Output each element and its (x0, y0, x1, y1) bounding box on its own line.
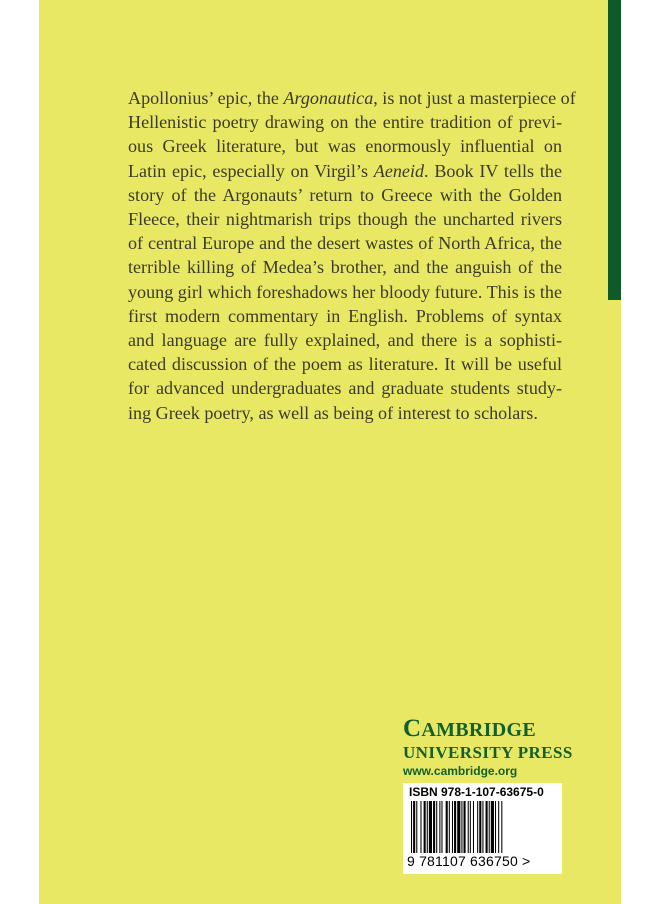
blurb-line: terrible killing of Medea’s brother, and the anguish of the (128, 257, 562, 278)
barcode-bar (449, 801, 450, 853)
barcode-bar (457, 801, 460, 853)
blurb-line: for advanced undergraduates and graduate students study- (128, 378, 562, 399)
blurb-line: young girl which foreshadows her bloody future. This is the (128, 281, 562, 302)
barcode-bar (436, 801, 437, 853)
barcode-bar (495, 801, 496, 853)
barcode-digits: 9 781107 636750 > (407, 853, 531, 869)
barcode-bar (427, 801, 428, 853)
spine-accent-bar (608, 0, 621, 300)
barcode-bar (424, 801, 426, 853)
isbn-label: ISBN 978-1-107-63675-0 (409, 785, 544, 799)
barcode-bar (468, 801, 469, 853)
aeneid-italic: Aeneid (373, 160, 425, 181)
blurb-line: cated discussion of the poem as literature. It will be useful (128, 354, 562, 375)
barcode-bar (473, 801, 474, 853)
barcode-bar (489, 801, 490, 853)
barcode-bar (420, 801, 421, 853)
barcode-bar (433, 801, 435, 853)
barcode-bar (464, 801, 466, 853)
barcode-bar (498, 801, 499, 853)
blurb-line: Apollonius’ epic, the Argonautica, is not just a masterpiece of (128, 88, 576, 108)
barcode-panel (403, 783, 562, 874)
barcode-bar (429, 801, 432, 853)
barcode-bar (491, 801, 494, 853)
publisher-logo (403, 715, 573, 780)
barcode-bar (482, 801, 483, 853)
barcode-bars (409, 801, 555, 853)
barcode-bar (461, 801, 462, 853)
blurb-line: ous Greek literature, but was enormously influential on (128, 136, 562, 157)
blurb-line: Fleece, their nightmarish trips though the uncharted rivers (128, 209, 562, 230)
book-description (128, 86, 576, 425)
blurb-line: Hellenistic poetry drawing on the entire tradition of previ- (128, 112, 562, 133)
blurb-line: Latin epic, especially on Virgil’s Aeneid. Book IV tells the (128, 160, 562, 181)
blurb-line: and language are fully explained, and there is a sophisti- (128, 330, 562, 351)
barcode-bar (441, 801, 442, 853)
barcode-bar (486, 801, 488, 853)
blurb-line: ing Greek poetry, as well as being of interest to scholars. (128, 402, 538, 423)
barcode-bar (470, 801, 471, 853)
barcode-bar (479, 801, 481, 853)
blurb-line: story of the Argonauts’ return to Greece with the Golden (128, 184, 562, 205)
publisher-url: www.cambridge.org (403, 764, 518, 778)
barcode-bar (446, 801, 448, 853)
barcode-bar (439, 801, 440, 853)
barcode-bar (452, 801, 453, 853)
book-title-italic: Argonautica (283, 88, 374, 108)
publisher-name: CAMBRIDGE (403, 715, 536, 742)
barcode-bar (416, 801, 417, 853)
publisher-subtitle: UNIVERSITY PRESS (403, 743, 573, 762)
blurb-line: of central Europe and the desert wastes of North Africa, the (128, 233, 562, 254)
barcode-bar (454, 801, 456, 853)
blurb-line: first modern commentary in English. Problems of syntax (128, 305, 562, 326)
barcode-bar (501, 801, 502, 853)
barcode-bar (413, 801, 415, 853)
barcode-bar (411, 801, 412, 853)
barcode-bar (477, 801, 478, 853)
